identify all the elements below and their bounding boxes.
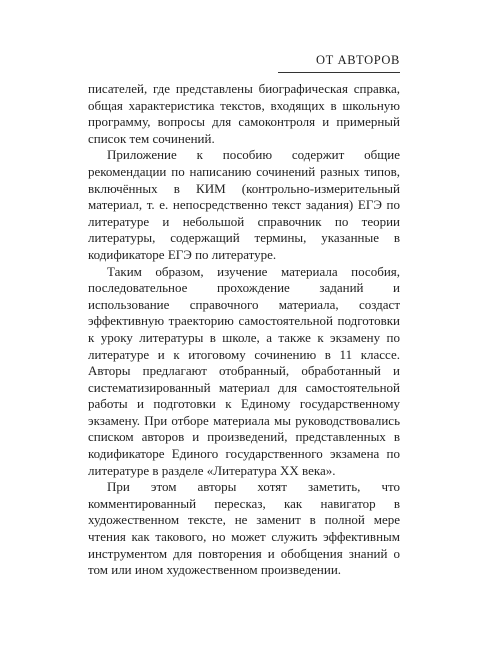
running-head: ОТ АВТОРОВ <box>316 53 400 67</box>
paragraph-conclusion: При этом авторы хотят заметить, что комментированный пересказ, как навигатор в художественном тексте, не заменит в полной мере чтения как такового, но может служить эффективным инструментом для повторения и обобщения знаний о том или ином художественном произведении. <box>88 479 400 578</box>
paragraph-summary: Таким образом, изучение материала пособия, последовательное прохождение заданий и использование справочного материала, создаст эффективную траекторию самостоятельной подготовки к уроку литературы в школе, а также к экзамену по литературе и к итоговому сочинению в 11 классе. Авторы предлагают отобранный, обработанный и систематизированный материал для самостоятельной работы и подготовки к Единому государственному экзамену. При отборе материала мы руководствовались списком авторов и произведений, представленных в кодификаторе Единого государственного экзамена по литературе в разделе «Литература XX века». <box>88 263 400 478</box>
paragraph-continuation: писателей, где представлены биографическая справка, общая характеристика текстов, входящих в школьную программу, вопросы для самоконтроля и примерный список тем сочинений. <box>88 81 400 146</box>
paragraph-appendix: Приложение к пособию содержит общие рекомендации по написанию сочинений разных типов, включённых в КИМ (контрольно-измерительный материал, т. е. непосредственно текст задания) ЕГЭ по литературе и небольшой справочник по теории литературы, содержащий термины, указанные в кодификаторе ЕГЭ по литературе. <box>88 147 400 262</box>
header-rule <box>278 72 400 73</box>
text-body <box>88 81 400 579</box>
